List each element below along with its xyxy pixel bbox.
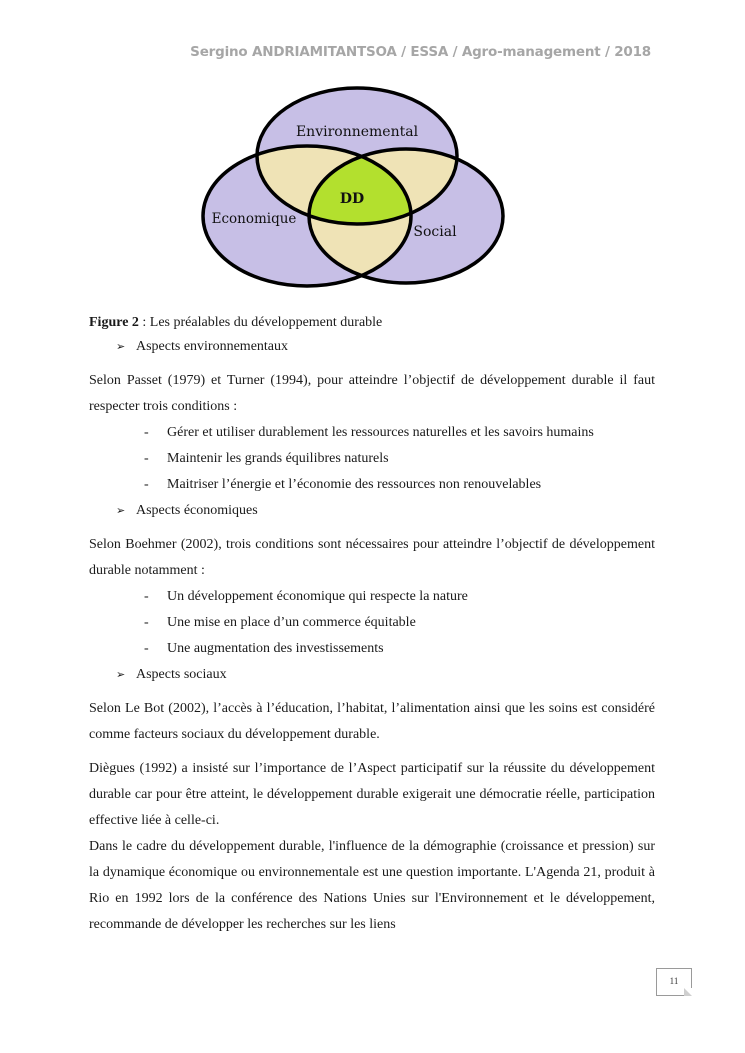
list-item xyxy=(144,584,655,610)
label-economique: Economique xyxy=(211,211,297,227)
list-item-text: Maintenir les grands équilibres naturels xyxy=(167,451,389,466)
heading-social xyxy=(116,662,655,688)
list-item-text: Gérer et utiliser durablement les ressources naturelles et les savoirs humains xyxy=(167,425,594,440)
dash-bullet-icon: - xyxy=(144,425,149,440)
list-item xyxy=(144,636,655,662)
dash-bullet-icon: - xyxy=(144,641,149,656)
heading-environmental xyxy=(116,334,655,360)
list-item xyxy=(144,472,655,498)
list-item xyxy=(144,446,655,472)
figure-caption xyxy=(89,312,655,334)
arrow-bullet-icon: ➢ xyxy=(116,668,126,681)
label-social: Social xyxy=(413,224,457,240)
list-item-text: Une augmentation des investissements xyxy=(167,641,384,656)
arrow-bullet-icon: ➢ xyxy=(116,504,126,517)
paragraph-env-intro: Selon Passet (1979) et Turner (1994), pour atteindre l’objectif de développement durable il faut respecter trois conditions : xyxy=(89,373,655,414)
eco-conditions-list xyxy=(89,584,655,662)
page-number: 11 xyxy=(656,968,692,996)
page-header: Sergino ANDRIAMITANTSOA / ESSA / Agro-management / 2018 xyxy=(190,44,651,60)
figure-label: Figure 2 xyxy=(89,315,139,330)
venn-diagram xyxy=(196,82,512,288)
arrow-bullet-icon: ➢ xyxy=(116,340,126,353)
heading-economic xyxy=(116,498,655,524)
paragraph-eco-intro: Selon Boehmer (2002), trois conditions sont nécessaires pour atteindre l’objectif de développement durable notamment : xyxy=(89,537,655,578)
list-item xyxy=(144,610,655,636)
paragraph-le-bot: Selon Le Bot (2002), l’accès à l’éducation, l’habitat, l’alimentation ainsi que les soins est considéré comme facteurs sociaux du développement durable. xyxy=(89,701,655,742)
label-dd: DD xyxy=(339,191,365,207)
paragraph-diegues: Diègues (1992) a insisté sur l’importance de l’Aspect participatif sur la réussite du développement durable car pour être atteint, le développement durable exigerait une démocratie réelle, participation effective liée à celle-ci. xyxy=(89,761,655,828)
dash-bullet-icon: - xyxy=(144,477,149,492)
dash-bullet-icon: - xyxy=(144,451,149,466)
dash-bullet-icon: - xyxy=(144,589,149,604)
figure-caption-text: : Les préalables du développement durable xyxy=(138,315,383,330)
label-environnemental: Environnemental xyxy=(295,124,419,140)
env-conditions-list xyxy=(89,420,655,498)
list-item-text: Maitriser l’énergie et l’économie des ressources non renouvelables xyxy=(167,477,542,492)
list-item-text: Un développement économique qui respecte la nature xyxy=(167,589,468,604)
dash-bullet-icon: - xyxy=(144,615,149,630)
list-item xyxy=(144,420,655,446)
heading-label: Aspects économiques xyxy=(136,503,258,518)
heading-label: Aspects environnementaux xyxy=(136,339,289,354)
heading-label: Aspects sociaux xyxy=(136,667,227,682)
paragraph-demography: Dans le cadre du développement durable, l'influence de la démographie (croissance et pression) sur la dynamique économique ou environnementale est une question importante. L'Agenda 21, produit à Rio en 1992 lors de la conférence des Nations Unies sur l'Environnement et le développement, recommande de développer les recherches sur les liens xyxy=(89,839,655,932)
document-body xyxy=(89,312,655,938)
list-item-text: Une mise en place d’un commerce équitable xyxy=(167,615,416,630)
